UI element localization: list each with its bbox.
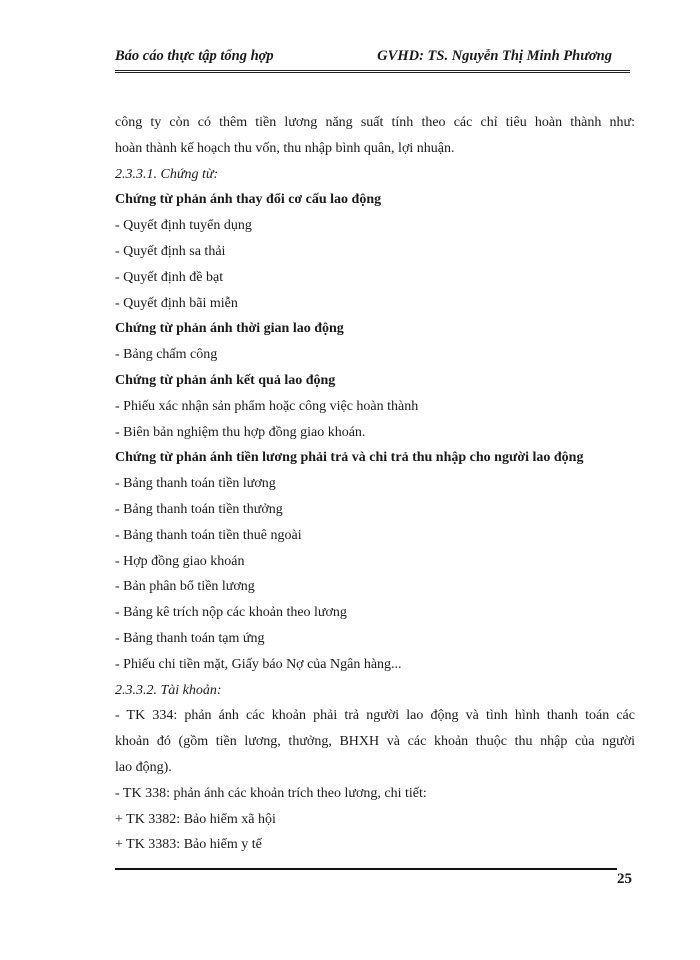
heading-labor-result: Chứng từ phản ánh kết quả lao động [115, 372, 336, 388]
list-item: - Bảng thanh toán tạm ứng [115, 630, 265, 646]
list-item: - Bảng thanh toán tiền thuê ngoài [115, 527, 302, 543]
section-2332-title: 2.3.3.2. Tài khoản: [115, 682, 222, 698]
heading-labor-structure: Chứng từ phản ánh thay đổi cơ cấu lao động [115, 192, 382, 208]
heading-wage-payment: Chứng từ phản ánh tiền lương phải trả và chi trả thu nhập cho người lao động [115, 450, 584, 466]
tk334-line-1: - TK 334: phản ánh các khoản phải trả người lao động và tình hình thanh toán các [115, 708, 635, 724]
list-item: - Phiếu xác nhận sản phẩm hoặc công việc hoàn thành [115, 398, 419, 414]
list-item: - Quyết định sa thải [115, 243, 226, 259]
list-item: - Biên bản nghiệm thu hợp đồng giao khoán. [115, 424, 366, 440]
tk3383-line: + TK 3383: Bảo hiểm y tế [115, 837, 262, 853]
page-number: 25 [617, 871, 632, 887]
list-item: - Bảng chấm công [115, 347, 218, 363]
intro-line-1: công ty còn có thêm tiền lương năng suất tính theo các chỉ tiêu hoàn thành như: [115, 115, 635, 130]
tk3382-line: + TK 3382: Bảo hiểm xã hội [115, 811, 276, 827]
list-item: - Phiếu chi tiền mặt, Giấy báo Nợ của Ngân hàng... [115, 656, 402, 672]
heading-labor-time: Chứng từ phản ánh thời gian lao động [115, 321, 344, 337]
list-item: - Hợp đồng giao khoán [115, 553, 245, 569]
section-2331-title: 2.3.3.1. Chứng từ: [115, 166, 219, 182]
header-report-title: Báo cáo thực tập tổng hợp [115, 48, 274, 64]
page-header [115, 44, 630, 73]
header-supervisor: GVHD: TS. Nguyễn Thị Minh Phương [377, 48, 612, 64]
list-item: - Bản phân bổ tiền lương [115, 579, 255, 595]
list-item: - Quyết định bãi miễn [115, 295, 238, 311]
list-item: - Bảng thanh toán tiền lương [115, 476, 276, 492]
list-item: - Quyết định đề bạt [115, 269, 224, 285]
list-item: - Bảng thanh toán tiền thưởng [115, 501, 283, 517]
page-content [115, 110, 635, 858]
footer-divider [115, 868, 617, 870]
tk334-line-3: lao động). [115, 759, 172, 775]
list-item: - Bảng kê trích nộp các khoản theo lương [115, 605, 347, 621]
tk334-line-2: khoản đó (gồm tiền lương, thưởng, BHXH và các khoản thuộc thu nhập của người [115, 734, 635, 750]
list-item: - Quyết định tuyển dụng [115, 218, 252, 234]
tk338-line: - TK 338: phản ánh các khoản trích theo lương, chi tiết: [115, 785, 427, 801]
intro-line-2: hoàn thành kế hoạch thu vốn, thu nhập bình quân, lợi nhuận. [115, 140, 455, 156]
